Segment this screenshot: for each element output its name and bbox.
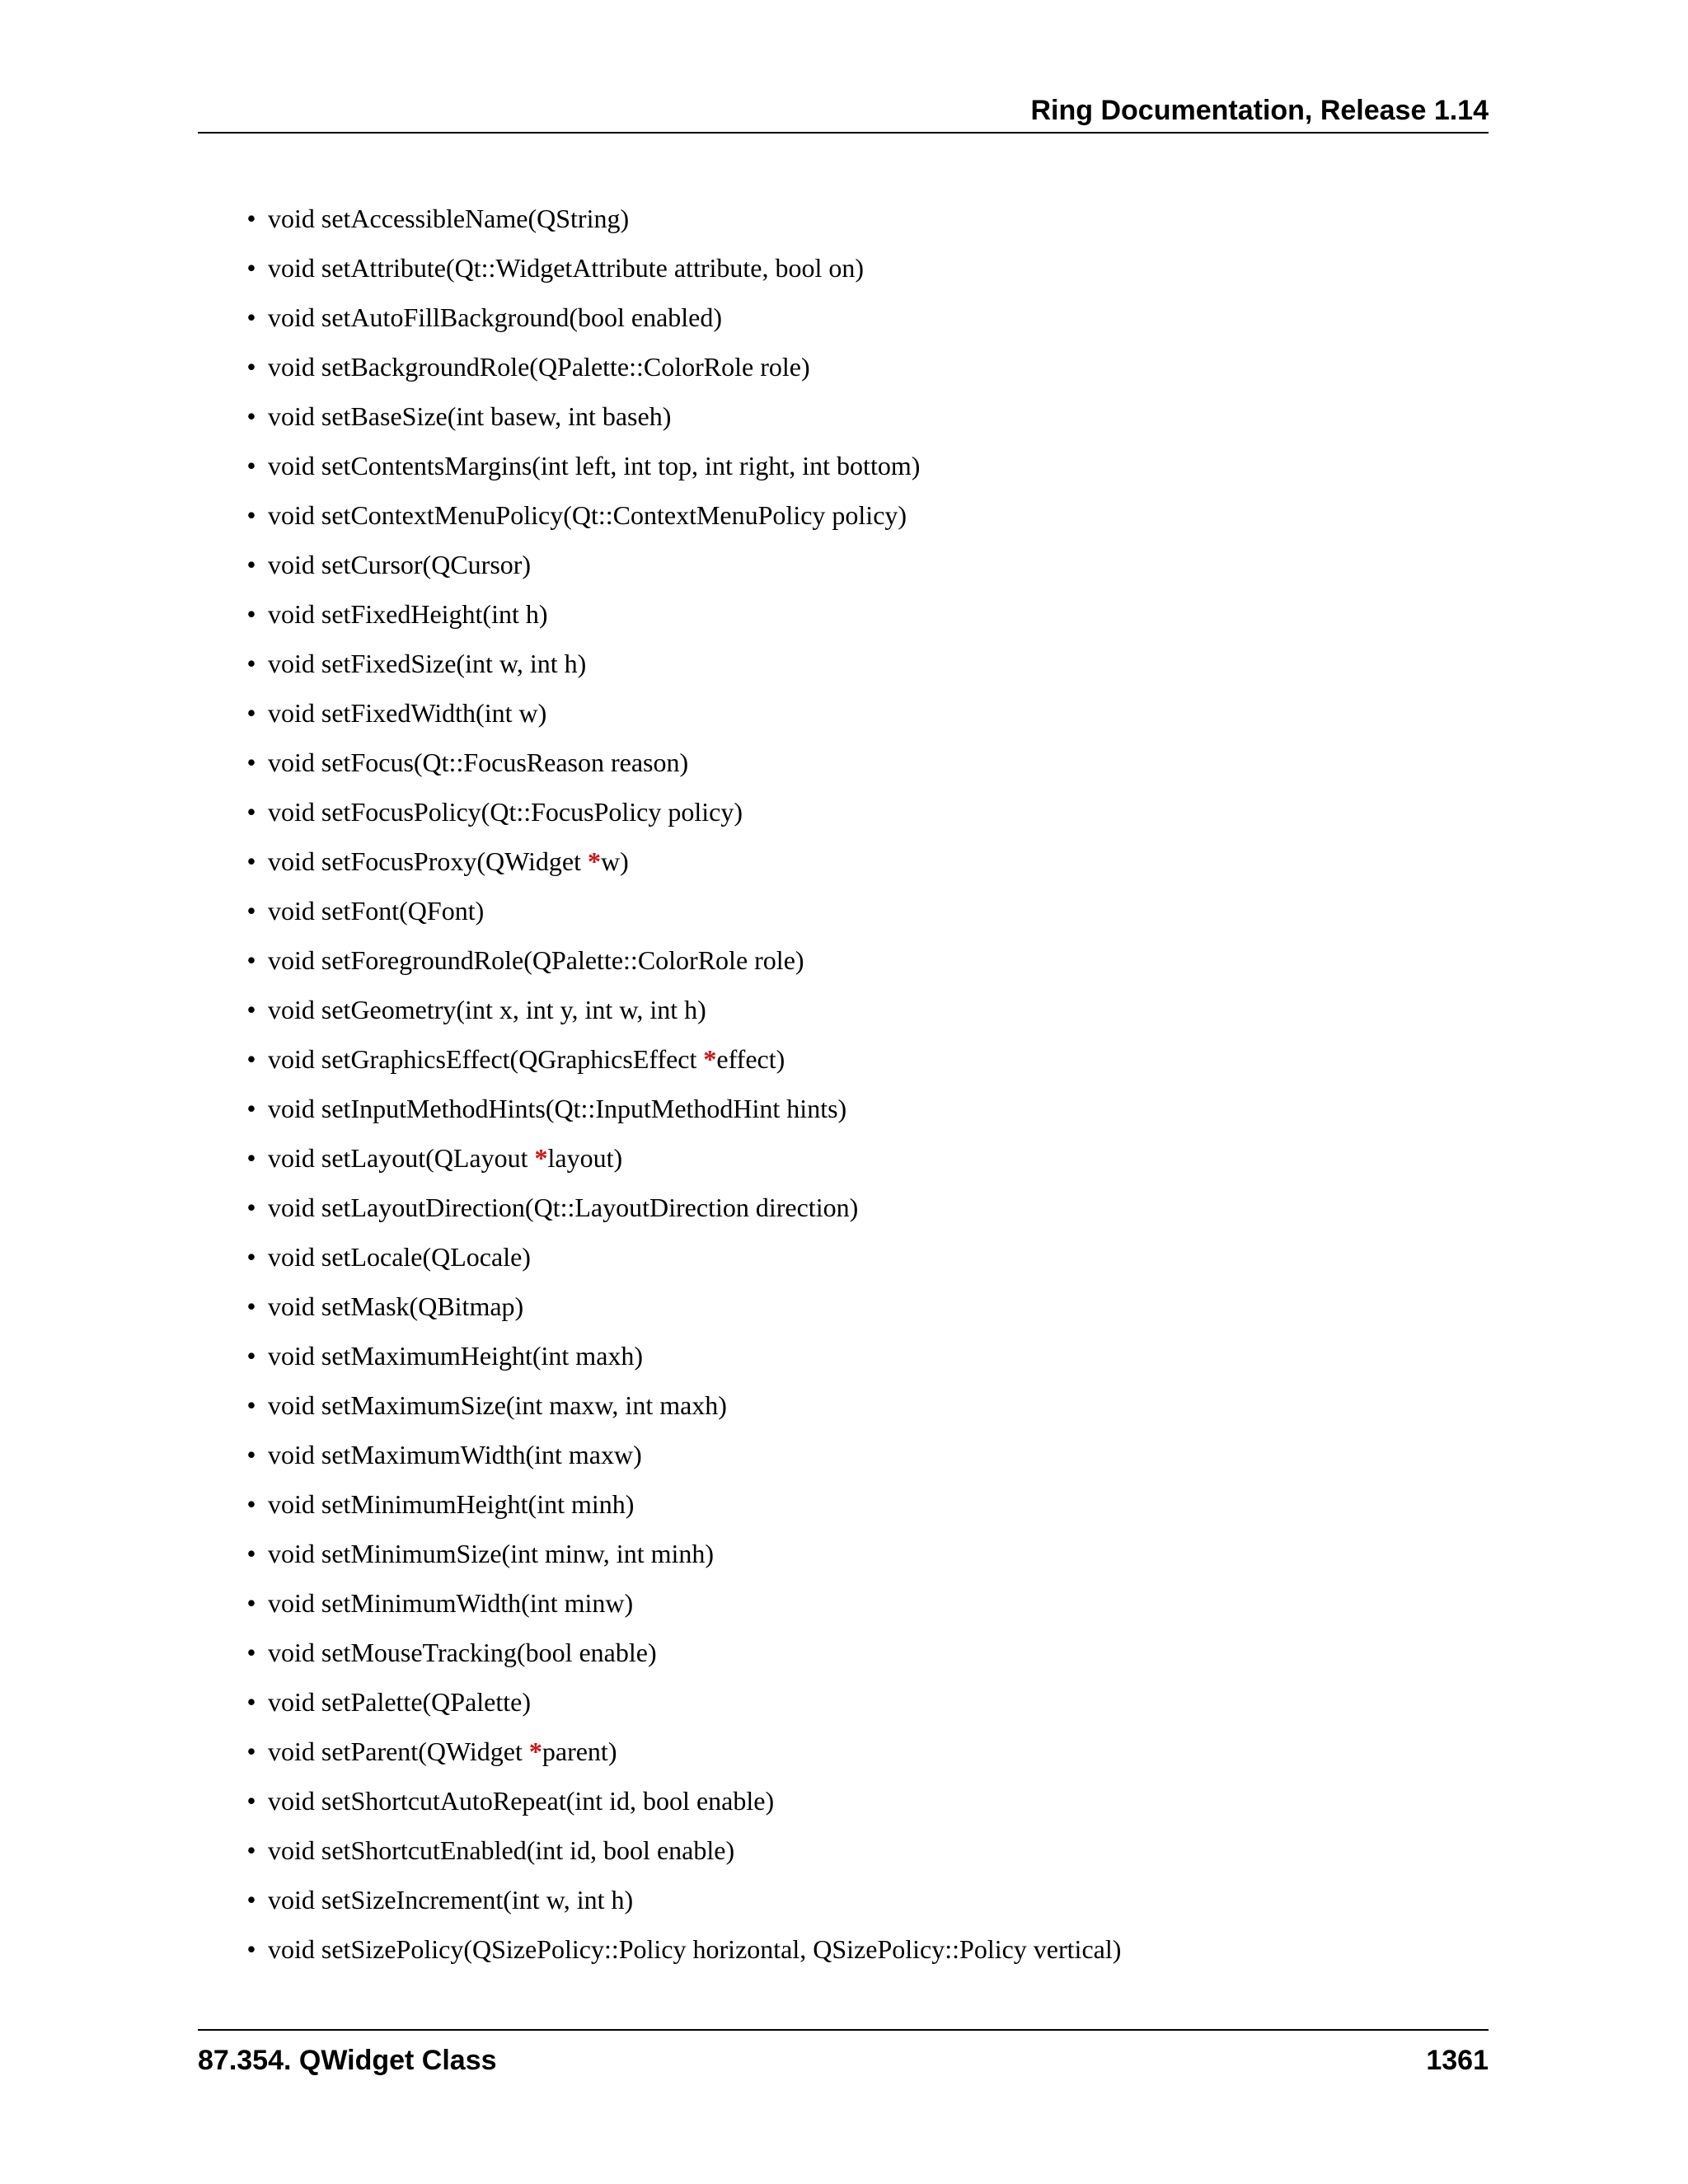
method-signature: void setFocusPolicy(Qt::FocusPolicy policy): [268, 797, 743, 827]
method-item: [239, 1825, 1121, 1875]
bullet-icon: •: [246, 451, 256, 480]
page-header: [198, 92, 1489, 134]
bullet-icon: •: [246, 945, 256, 975]
bullet-icon: •: [246, 1539, 256, 1568]
method-item: [239, 886, 1121, 935]
method-signature: void setMinimumWidth(int minw): [268, 1588, 634, 1618]
bullet-icon: •: [246, 1242, 256, 1272]
method-signature: void setMaximumHeight(int maxh): [268, 1341, 644, 1371]
bullet-icon: •: [246, 797, 256, 827]
method-signature: void setMask(QBitmap): [268, 1291, 524, 1321]
method-item: [239, 1727, 1121, 1776]
method-signature: void setShortcutAutoRepeat(int id, bool enable): [268, 1786, 775, 1816]
method-signature: void setMinimumHeight(int minh): [268, 1489, 635, 1519]
method-item: [239, 985, 1121, 1034]
bullet-icon: •: [246, 748, 256, 777]
method-item: [239, 1084, 1121, 1133]
bullet-icon: •: [246, 1934, 256, 1964]
method-item: [239, 1529, 1121, 1578]
bullet-icon: •: [246, 253, 256, 283]
bullet-icon: •: [246, 1489, 256, 1519]
method-signature: void setCursor(QCursor): [268, 550, 532, 579]
method-signature: void setFont(QFont): [268, 896, 485, 926]
bullet-icon: •: [246, 550, 256, 579]
method-item: [239, 1034, 1121, 1084]
method-item: [239, 1430, 1121, 1479]
method-item: [239, 1133, 1121, 1183]
method-signature-end: parent): [542, 1736, 617, 1766]
method-list: [239, 194, 1121, 1974]
bullet-icon: •: [246, 1786, 256, 1816]
method-item: [239, 391, 1121, 441]
method-item: [239, 688, 1121, 738]
bullet-icon: •: [246, 649, 256, 678]
method-signature: void setBackgroundRole(QPalette::ColorRole role): [268, 352, 810, 382]
method-signature: void setMouseTracking(bool enable): [268, 1638, 657, 1667]
pointer-asterisk: *: [528, 1736, 542, 1766]
bullet-icon: •: [246, 1143, 256, 1173]
method-item: [239, 1282, 1121, 1331]
bullet-icon: •: [246, 1440, 256, 1469]
method-signature: void setMaximumSize(int maxw, int maxh): [268, 1390, 727, 1420]
method-item: [239, 1677, 1121, 1727]
bullet-icon: •: [246, 698, 256, 728]
bullet-icon: •: [246, 1687, 256, 1717]
method-signature-end: w): [601, 846, 629, 876]
method-signature: void setGraphicsEffect(QGraphicsEffect: [268, 1044, 704, 1074]
bullet-icon: •: [246, 1291, 256, 1321]
method-item: [239, 441, 1121, 490]
method-signature: void setBaseSize(int basew, int baseh): [268, 401, 672, 431]
method-item: [239, 1578, 1121, 1628]
method-signature: void setParent(QWidget: [268, 1736, 529, 1766]
method-signature: void setFocusProxy(QWidget: [268, 846, 588, 876]
method-item: [239, 243, 1121, 293]
method-signature: void setPalette(QPalette): [268, 1687, 532, 1717]
bullet-icon: •: [246, 1835, 256, 1865]
method-signature: void setLocale(QLocale): [268, 1242, 531, 1272]
bullet-icon: •: [246, 1390, 256, 1420]
method-signature: void setFixedSize(int w, int h): [268, 649, 587, 678]
method-signature-end: layout): [547, 1143, 623, 1173]
bullet-icon: •: [246, 995, 256, 1024]
method-item: [239, 837, 1121, 886]
method-signature: void setGeometry(int x, int y, int w, int h): [268, 995, 706, 1024]
bullet-icon: •: [246, 1094, 256, 1123]
bullet-icon: •: [246, 1588, 256, 1618]
method-signature: void setContextMenuPolicy(Qt::ContextMenuPolicy policy): [268, 500, 907, 530]
method-item: [239, 194, 1121, 243]
bullet-icon: •: [246, 896, 256, 926]
method-item: [239, 540, 1121, 589]
method-item: [239, 1479, 1121, 1529]
method-signature: void setSizePolicy(QSizePolicy::Policy horizontal, QSizePolicy::Policy vertical): [268, 1934, 1122, 1964]
bullet-icon: •: [246, 1044, 256, 1074]
method-signature: void setAttribute(Qt::WidgetAttribute attribute, bool on): [268, 253, 865, 283]
method-item: [239, 490, 1121, 540]
bullet-icon: •: [246, 1885, 256, 1915]
bullet-icon: •: [246, 599, 256, 629]
pointer-asterisk: *: [703, 1044, 717, 1074]
bullet-icon: •: [246, 401, 256, 431]
method-item: [239, 1183, 1121, 1232]
section-title: 87.354. QWidget Class: [198, 2045, 497, 2076]
method-signature: void setMinimumSize(int minw, int minh): [268, 1539, 715, 1568]
method-signature: void setFocus(Qt::FocusReason reason): [268, 748, 689, 777]
method-signature: void setForegroundRole(QPalette::ColorRole role): [268, 945, 804, 975]
page-number: 1361: [1426, 2045, 1489, 2076]
method-item: [239, 1776, 1121, 1825]
method-item: [239, 1628, 1121, 1677]
method-item: [239, 342, 1121, 391]
page-footer: [198, 2029, 1489, 2080]
method-item: [239, 1924, 1121, 1974]
bullet-icon: •: [246, 846, 256, 876]
method-signature: void setAccessibleName(QString): [268, 204, 630, 233]
bullet-icon: •: [246, 204, 256, 233]
method-item: [239, 293, 1121, 342]
method-item: [239, 1331, 1121, 1380]
method-item: [239, 738, 1121, 787]
bullet-icon: •: [246, 1193, 256, 1222]
method-signature: void setFixedHeight(int h): [268, 599, 548, 629]
method-item: [239, 1875, 1121, 1924]
bullet-icon: •: [246, 500, 256, 530]
document-title: Ring Documentation, Release 1.14: [1030, 95, 1489, 126]
method-signature: void setLayoutDirection(Qt::LayoutDirection direction): [268, 1193, 859, 1222]
bullet-icon: •: [246, 1736, 256, 1766]
method-signature: void setContentsMargins(int left, int top, int right, int bottom): [268, 451, 921, 480]
method-signature: void setLayout(QLayout: [268, 1143, 535, 1173]
method-item: [239, 1232, 1121, 1282]
method-item: [239, 1380, 1121, 1430]
method-item: [239, 935, 1121, 985]
bullet-icon: •: [246, 352, 256, 382]
pointer-asterisk: *: [534, 1143, 548, 1173]
pointer-asterisk: *: [588, 846, 602, 876]
method-item: [239, 589, 1121, 639]
method-item: [239, 639, 1121, 688]
bullet-icon: •: [246, 1341, 256, 1371]
method-signature: void setMaximumWidth(int maxw): [268, 1440, 642, 1469]
method-item: [239, 787, 1121, 837]
method-signature: void setAutoFillBackground(bool enabled): [268, 302, 723, 332]
bullet-icon: •: [246, 1638, 256, 1667]
method-signature-end: effect): [716, 1044, 785, 1074]
method-signature: void setShortcutEnabled(int id, bool enable): [268, 1835, 735, 1865]
bullet-icon: •: [246, 302, 256, 332]
method-signature: void setFixedWidth(int w): [268, 698, 547, 728]
method-signature: void setSizeIncrement(int w, int h): [268, 1885, 634, 1915]
method-signature: void setInputMethodHints(Qt::InputMethodHint hints): [268, 1094, 847, 1123]
